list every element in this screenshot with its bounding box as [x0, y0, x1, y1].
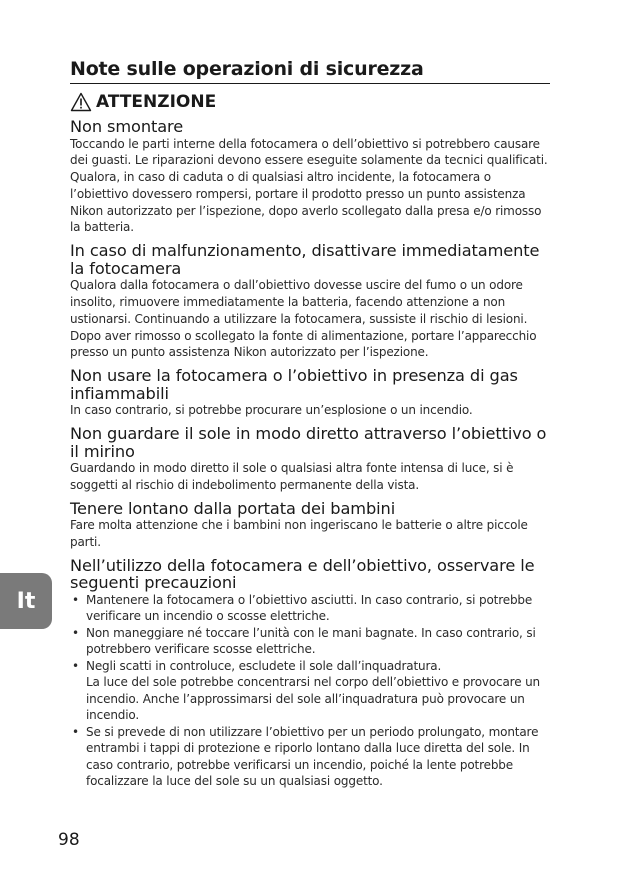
safety-notes	[70, 118, 552, 796]
section-heading: Non smontare	[70, 117, 184, 136]
section-body: In caso contrario, si potrebbe procurare un’esplosione o un incendio.	[70, 403, 473, 418]
section-children	[70, 500, 552, 551]
warning-triangle-icon	[70, 92, 92, 112]
page-number: 98	[58, 830, 80, 850]
list-item-text: Se si prevede di non utilizzare l’obiettivo per un periodo prolungato, montare entrambi i tappi di protezione e riporlo lontano dalla luce diretta del sole. In caso contrario, potrebbe verificarsi un incendio, poiché la lente potrebbe focalizzare la luce del sole su un qualsiasi oggetto.	[86, 724, 539, 789]
list-item-note: La luce del sole potrebbe concentrarsi nel corpo dell’obiettivo e provocare un incendio. Anche l’approssimarsi del sole all’inquadratura può provocare un incendio.	[86, 675, 541, 723]
language-tab: It	[0, 573, 52, 629]
list-item	[70, 625, 552, 658]
section-body: Toccando le parti interne della fotocamera o dell’obiettivo si potrebbero causare dei guasti. Le riparazioni devono essere eseguite solamente da tecnici qualificati. Qualora, in caso di caduta o di qualsiasi altro incidente, la fotocamera o l’obiettivo dovessero rompersi, portare il prodotto presso un punto assistenza Nikon autorizzato per l’ispezione, dopo averlo scollegato dalla presa e/o rimosso la batteria.	[70, 136, 548, 235]
section-heading: In caso di malfunzionamento, disattivare immediatamente la fotocamera	[70, 241, 540, 278]
list-item-text: Negli scatti in controluce, escludete il sole dall’inquadratura.	[86, 658, 442, 673]
section-body: Fare molta attenzione che i bambini non ingeriscano le batterie o altre piccole parti.	[70, 518, 528, 549]
section-heading: Tenere lontano dalla portata dei bambini	[70, 498, 396, 518]
list-item	[70, 592, 552, 625]
section-body: Guardando in modo diretto il sole o qualsiasi altra fonte intensa di luce, si è soggetti al rischio di indebolimento permanente della vista.	[70, 461, 514, 492]
list-item	[70, 658, 552, 724]
section-body: Qualora dalla fotocamera o dall’obiettivo dovesse uscire del fumo o un odore insolito, rimuovere immediatamente la batteria, facendo attenzione a non ustionarsi. Continuando a utilizzare la fotocamera, sussiste il rischio di lesioni. Dopo aver rimosso o scollegato la fonte di alimentazione, portare l’apparecchio presso un punto assistenza Nikon autorizzato per l’ispezione.	[70, 278, 537, 360]
section-flammable-gas	[70, 367, 552, 419]
section-precautions	[70, 557, 552, 790]
page-title: Note sulle operazioni di sicurezza	[70, 58, 424, 80]
list-item-text: Non maneggiare né toccare l’unità con le mani bagnate. In caso contrario, si potrebbero verificare scosse elettriche.	[86, 625, 536, 657]
section-sun-viewing	[70, 425, 552, 494]
section-malfunction	[70, 242, 552, 361]
warning-label: ATTENZIONE	[96, 92, 217, 112]
section-do-not-disassemble	[70, 118, 552, 236]
title-divider	[70, 83, 550, 84]
list-item-text: Mantenere la fotocamera o l’obiettivo asciutti. In caso contrario, si potrebbe verificare un incendio o scosse elettriche.	[86, 592, 533, 624]
list-item	[70, 724, 552, 790]
section-heading: Non usare la fotocamera o l’obiettivo in presenza di gas infiammabili	[70, 366, 518, 403]
warning-header	[70, 90, 216, 114]
section-heading: Non guardare il sole in modo diretto attraverso l’obiettivo o il mirino	[70, 424, 547, 461]
precautions-list	[70, 592, 552, 790]
section-heading: Nell’utilizzo della fotocamera e dell’obiettivo, osservare le seguenti precauzioni	[70, 555, 535, 593]
